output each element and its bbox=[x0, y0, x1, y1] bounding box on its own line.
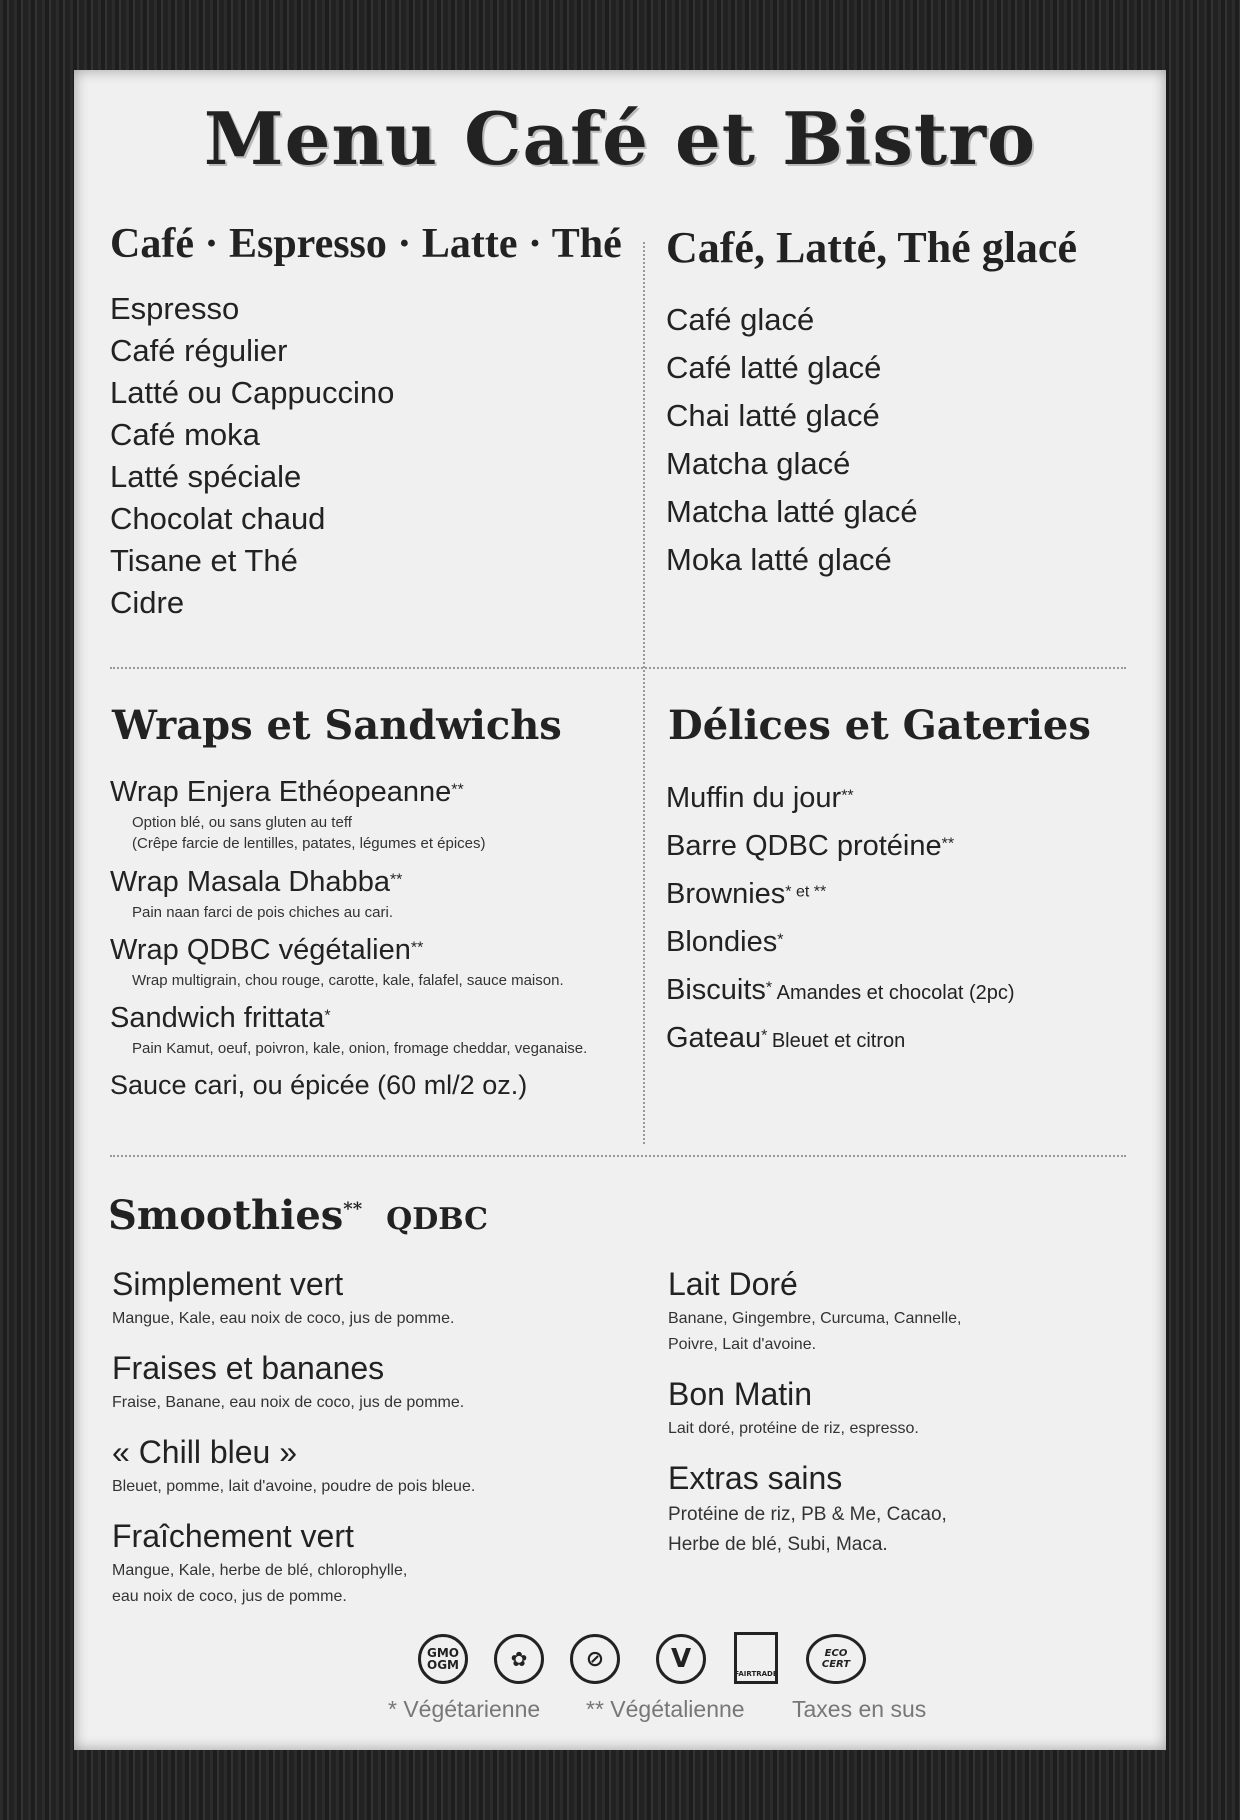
item-note: Bleuet et citron bbox=[771, 1030, 906, 1052]
item-name: Brownies bbox=[666, 878, 786, 910]
diet-mark: * bbox=[777, 931, 784, 949]
item-name: Biscuits bbox=[666, 974, 766, 1006]
delice-item bbox=[666, 926, 783, 959]
column-divider bbox=[643, 242, 645, 704]
list-item: Espresso bbox=[110, 291, 240, 326]
item-name: Muffin du jour bbox=[666, 782, 842, 814]
smoothies-title: Smoothies bbox=[108, 1192, 344, 1239]
diet-mark: * bbox=[765, 979, 773, 997]
list-item: Latté spéciale bbox=[110, 459, 302, 494]
smoothie-name: Extras sains bbox=[668, 1460, 843, 1496]
delice-item bbox=[666, 878, 826, 911]
item-desc: Wrap multigrain, chou rouge, carotte, kale, falafel, sauce maison. bbox=[132, 972, 564, 989]
item-name: Blondies bbox=[666, 926, 778, 958]
wraps-heading: Wraps et Sandwichs bbox=[112, 702, 562, 749]
organic-maple-leaf-icon: ✿ bbox=[494, 1634, 544, 1684]
smoothie-desc: Poivre, Lait d'avoine. bbox=[668, 1336, 817, 1353]
column-divider bbox=[643, 706, 645, 1144]
delice-item bbox=[666, 782, 854, 815]
fairtrade-icon: FAIRTRADE bbox=[734, 1632, 778, 1684]
diet-mark: ** bbox=[451, 781, 464, 799]
iced-drinks-heading: Café, Latté, Thé glacé bbox=[666, 223, 1077, 272]
section-divider bbox=[110, 667, 1126, 669]
smoothies-heading bbox=[108, 1192, 488, 1239]
iced-drinks-list bbox=[666, 296, 918, 584]
list-item: Café glacé bbox=[666, 302, 815, 337]
diet-mark: ** bbox=[410, 939, 424, 957]
smoothie-name: Lait Doré bbox=[668, 1266, 798, 1302]
menu-title: Menu Café et Bistro bbox=[203, 96, 1037, 181]
list-item: Cidre bbox=[110, 585, 185, 620]
wrap-item bbox=[110, 776, 464, 809]
smoothie-desc: Lait doré, protéine de riz, espresso. bbox=[668, 1420, 919, 1437]
smoothie-desc: Banane, Gingembre, Curcuma, Cannelle, bbox=[668, 1310, 962, 1327]
diet-mark: ** bbox=[841, 787, 854, 805]
list-item: Chai latté glacé bbox=[666, 398, 880, 433]
list-item: Moka latté glacé bbox=[666, 542, 892, 577]
wrap-item bbox=[110, 866, 402, 899]
smoothie-desc: Bleuet, pomme, lait d'avoine, poudre de pois bleue. bbox=[112, 1478, 476, 1495]
delices-heading: Délices et Gateries bbox=[668, 702, 1091, 749]
smoothie-name: Bon Matin bbox=[668, 1376, 813, 1412]
smoothie-desc: Herbe de blé, Subi, Maca. bbox=[668, 1534, 888, 1555]
menu-board bbox=[74, 70, 1166, 1750]
smoothie-desc: Fraise, Banane, eau noix de coco, jus de pomme. bbox=[112, 1394, 465, 1411]
legend-vegan: ** Végétalienne bbox=[586, 1696, 745, 1722]
vegan-v-icon: V bbox=[656, 1634, 706, 1684]
brand-label: QDBC bbox=[386, 1202, 489, 1237]
item-name: Wrap QDBC végétalien bbox=[110, 934, 411, 966]
smoothie-desc: eau noix de coco, jus de pomme. bbox=[112, 1588, 347, 1605]
ecocert-icon: ECO CERT bbox=[806, 1634, 866, 1684]
item-desc: (Crêpe farcie de lentilles, patates, légumes et épices) bbox=[132, 835, 486, 852]
diet-mark: * et ** bbox=[785, 883, 827, 901]
smoothie-desc: Mangue, Kale, herbe de blé, chlorophylle, bbox=[112, 1562, 408, 1579]
legend-vegetarian: * Végétarienne bbox=[388, 1696, 541, 1722]
diet-mark: ** bbox=[343, 1198, 363, 1220]
diet-mark: ** bbox=[941, 835, 955, 853]
delice-item bbox=[666, 974, 1015, 1007]
diet-mark: ** bbox=[389, 871, 403, 889]
item-name: Barre QDBC protéine bbox=[666, 830, 942, 862]
list-item: Café régulier bbox=[110, 333, 288, 368]
item-desc: Pain Kamut, oeuf, poivron, kale, onion, fromage cheddar, veganaise. bbox=[132, 1040, 588, 1057]
delice-item bbox=[666, 1022, 905, 1055]
item-name: Gateau bbox=[666, 1022, 762, 1054]
smoothie-desc: Mangue, Kale, eau noix de coco, jus de pomme. bbox=[112, 1310, 455, 1327]
item-desc: Option blé, ou sans gluten au teff bbox=[132, 814, 352, 831]
gluten-free-icon: ⊘ bbox=[570, 1634, 620, 1684]
list-item: Café latté glacé bbox=[666, 350, 882, 385]
sauce-note: Sauce cari, ou épicée (60 ml/2 oz.) bbox=[110, 1070, 528, 1100]
smoothie-name: Fraises et bananes bbox=[112, 1350, 385, 1386]
list-item: Matcha latté glacé bbox=[666, 494, 918, 529]
diet-mark: * bbox=[761, 1027, 768, 1045]
item-desc: Pain naan farci de pois chiches au cari. bbox=[132, 904, 393, 921]
list-item: Café moka bbox=[110, 417, 260, 452]
legend-taxes: Taxes en sus bbox=[792, 1696, 927, 1722]
smoothie-name: Simplement vert bbox=[112, 1266, 344, 1302]
list-item: Chocolat chaud bbox=[110, 501, 326, 536]
list-item: Tisane et Thé bbox=[110, 543, 298, 578]
non-gmo-icon: GMO OGM bbox=[418, 1634, 468, 1684]
item-name: Wrap Enjera Ethéopeanne bbox=[110, 776, 452, 808]
hot-drinks-heading: Café · Espresso · Latte · Thé bbox=[110, 221, 622, 267]
item-note: Amandes et chocolat (2pc) bbox=[776, 982, 1015, 1004]
smoothie-desc: Protéine de riz, PB & Me, Cacao, bbox=[668, 1504, 947, 1525]
smoothie-name: Fraîchement vert bbox=[112, 1518, 354, 1554]
hot-drinks-list bbox=[110, 288, 394, 624]
delice-item bbox=[666, 830, 954, 863]
wrap-item bbox=[110, 934, 423, 967]
smoothie-name: « Chill bleu » bbox=[112, 1434, 297, 1470]
item-name: Sandwich frittata bbox=[110, 1002, 325, 1034]
list-item: Matcha glacé bbox=[666, 446, 851, 481]
section-divider bbox=[110, 1155, 1126, 1157]
item-name: Wrap Masala Dhabba bbox=[110, 866, 390, 898]
wrap-item bbox=[110, 1002, 331, 1035]
list-item: Latté ou Cappuccino bbox=[110, 375, 395, 410]
diet-mark: * bbox=[324, 1007, 331, 1025]
